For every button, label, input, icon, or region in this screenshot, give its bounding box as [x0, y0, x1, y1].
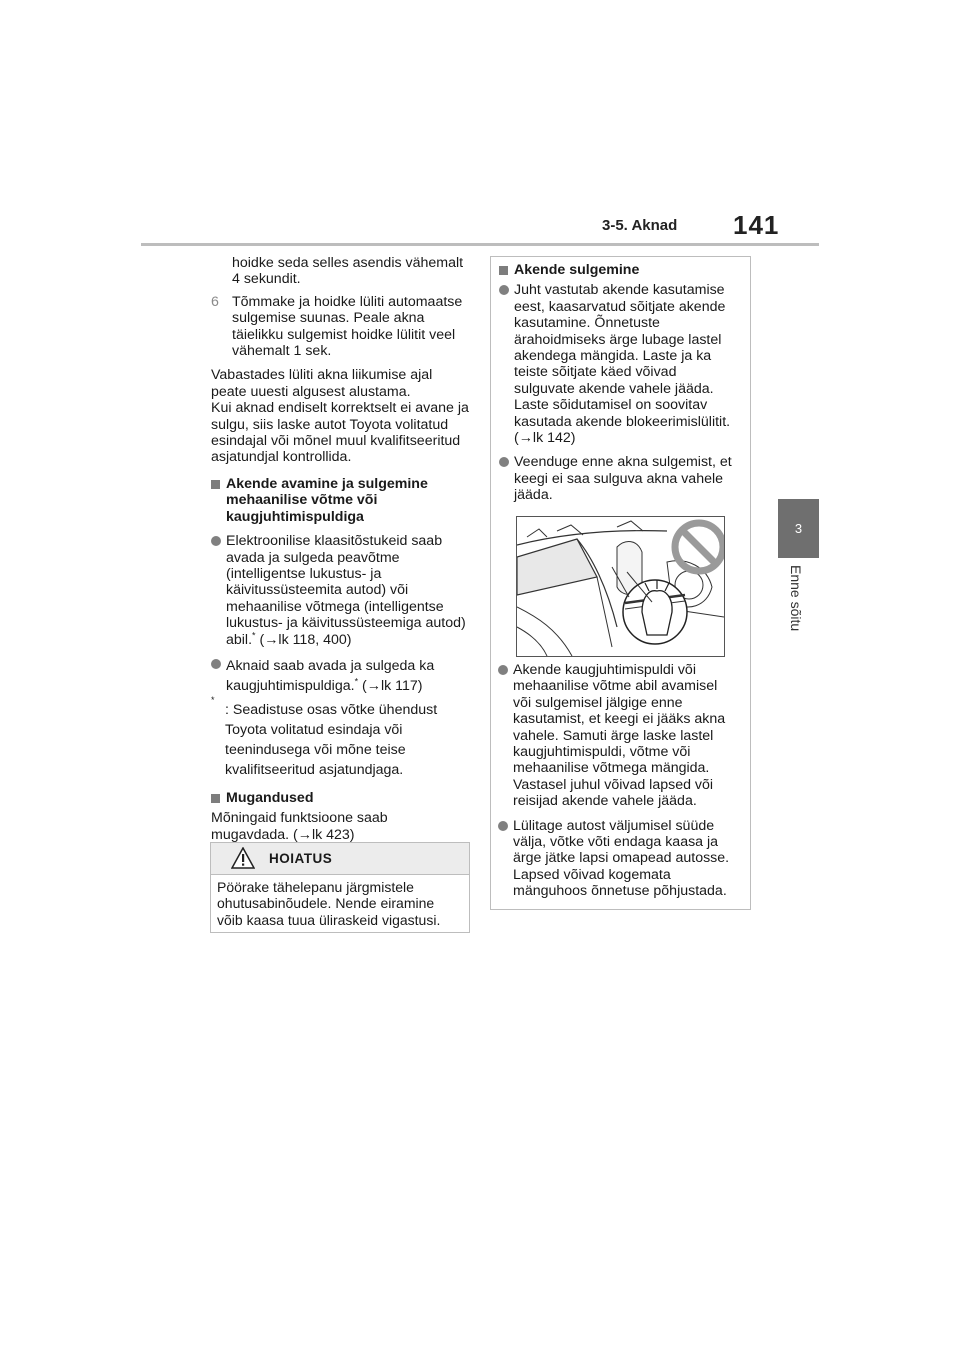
footnote-marker: *: [354, 676, 359, 687]
bullet-driver-responsibility: [499, 282, 739, 446]
step-text: Tõmmake ja hoidke lüliti automaatse sulgemise suunas. Peale akna täielikku sulgemist hoidke lülitit veel vähemalt 1 sek.: [232, 293, 463, 360]
heading-text: Akende sulgemine: [514, 262, 640, 278]
page-reference: (→lk 118, 400): [259, 631, 352, 648]
chapter-label: [786, 565, 806, 655]
square-bullet-icon: [499, 266, 508, 275]
bullet-dot-icon: [499, 457, 509, 467]
left-column: [211, 255, 469, 843]
step-number: 6: [211, 293, 219, 310]
warning-title: HOIATUS: [269, 851, 333, 866]
right-upper-content: [499, 262, 739, 504]
header-rule: [141, 243, 819, 246]
warning-text: Pöörake tähelepanu järgmistele ohutusabinõudele. Nende eiramine võib kaasa tuua üliraskeid vigastusi.: [217, 879, 441, 928]
page-reference: (→lk 117): [362, 677, 423, 694]
bullet-remote: [211, 656, 469, 696]
bullet-dot-icon: [211, 536, 221, 546]
square-bullet-icon: [211, 794, 220, 803]
bullet-text: Aknaid saab avada ja sulgeda ka kaugjuhtimispuldiga.: [226, 657, 435, 694]
continuation-text: hoidke seda selles asendis vähemalt 4 sekundit.: [232, 255, 464, 288]
bullet-dot-icon: [211, 659, 221, 669]
right-lower-content: [498, 662, 738, 900]
paragraph-release: Vabastades lüliti akna liikumise ajal peate uuesti algusest alustama.: [211, 367, 433, 400]
page-number: 141: [733, 210, 780, 240]
hand-caught-in-window-illustration: [516, 516, 725, 657]
heading-text: Mugandused: [226, 789, 314, 806]
footnote-text: : Seadistuse osas võtke ühendust Toyota volitatud esindaja või teenindusega või mõne teise kvalifitseeritud asjatundjaga.: [225, 701, 438, 778]
bullet-check-before-closing: [499, 454, 739, 503]
warning-header: [211, 843, 469, 875]
bullet-dot-icon: [499, 285, 509, 295]
bullet-dot-icon: [498, 665, 508, 675]
paragraph-inspection: Kui aknad endiselt korrektselt ei avane ja sulgu, siis laske autot Toyota volitatud esindajal või mõnel muul kvalifitseeritud asjatundjal kontrollida.: [211, 400, 469, 466]
bullet-text: Lülitage autost väljumisel süüde välja, võtke võti endaga kaasa ja ärge jätke lapsi omapead autosse. Lapsed võivad kogemata mänguhoos õnnetuse põhjustada.: [513, 817, 730, 900]
bullet-text: Veenduge enne akna sulgemist, et keegi ei saa sulguva akna vahele jääda.: [514, 454, 732, 504]
step-6: [211, 294, 469, 360]
paragraph-customization: Mõningaid funktsioone saab mugavdada. (→lk 423): [211, 810, 388, 843]
car-window-hand-icon: [517, 517, 724, 656]
bullet-remote-caution: [498, 662, 738, 810]
heading-text: Akende avamine ja sulgemine mehaanilise võtme või kaugjuhtimispuldiga: [226, 475, 428, 525]
bullet-dot-icon: [498, 821, 508, 831]
chapter-label-text: Enne sõitu: [788, 565, 804, 632]
bullet-ignition-off: [498, 818, 738, 900]
heading-customization: [211, 790, 469, 806]
footnote: * : Seadistuse osas võtke ühendust Toyota volitatud esindaja või teenindusega või mõne teise kvalifitseeritud asjatundjaga.: [211, 694, 438, 778]
bullet-text: Juht vastutab akende kasutamise eest, kaasarvatud sõitjate akende kasutamine. Õnnetuste ärahoidmiseks ärge lubage lastel akendega mängida. Laste ja ka teiste sõitjate käed võivad sulguvate akende vahele jääda. Laste sõidutamisel on soovitav kasutada akende blokeerimislülitit. (→lk 142): [514, 282, 731, 447]
warning-triangle-icon: [231, 847, 255, 869]
bullet-text: Elektroonilise klaasitõstukeid saab avada ja sulgeda peavõtme (intelligentse lukustus- ja käivitussüsteemita autod) või mehaanilise võtmega (intelligentse lukustus- ja käivitussüsteemiga autod) abil.: [226, 533, 466, 648]
heading-key-operation: [211, 476, 469, 525]
chapter-tab: 3: [778, 499, 819, 558]
heading-closing-windows: [499, 262, 739, 278]
section-title: 3-5. Aknad: [602, 217, 678, 234]
bullet-text: Akende kaugjuhtimispuldi või mehaanilise võtme abil avamisel või sulgemisel jälgige enne kasutamist, et keegi ei jääks akna vahele. Samuti ärge laske lastel kaugjuhtimispuldi, võtme või mehaanilise võtmega mängida. Vastasel juhul võivad lapsed või reisijad akende vahele jääda.: [513, 662, 726, 810]
footnote-marker: *: [252, 629, 256, 640]
bullet-mechanical-key: [211, 533, 469, 648]
square-bullet-icon: [211, 480, 220, 489]
warning-box: [210, 842, 470, 933]
